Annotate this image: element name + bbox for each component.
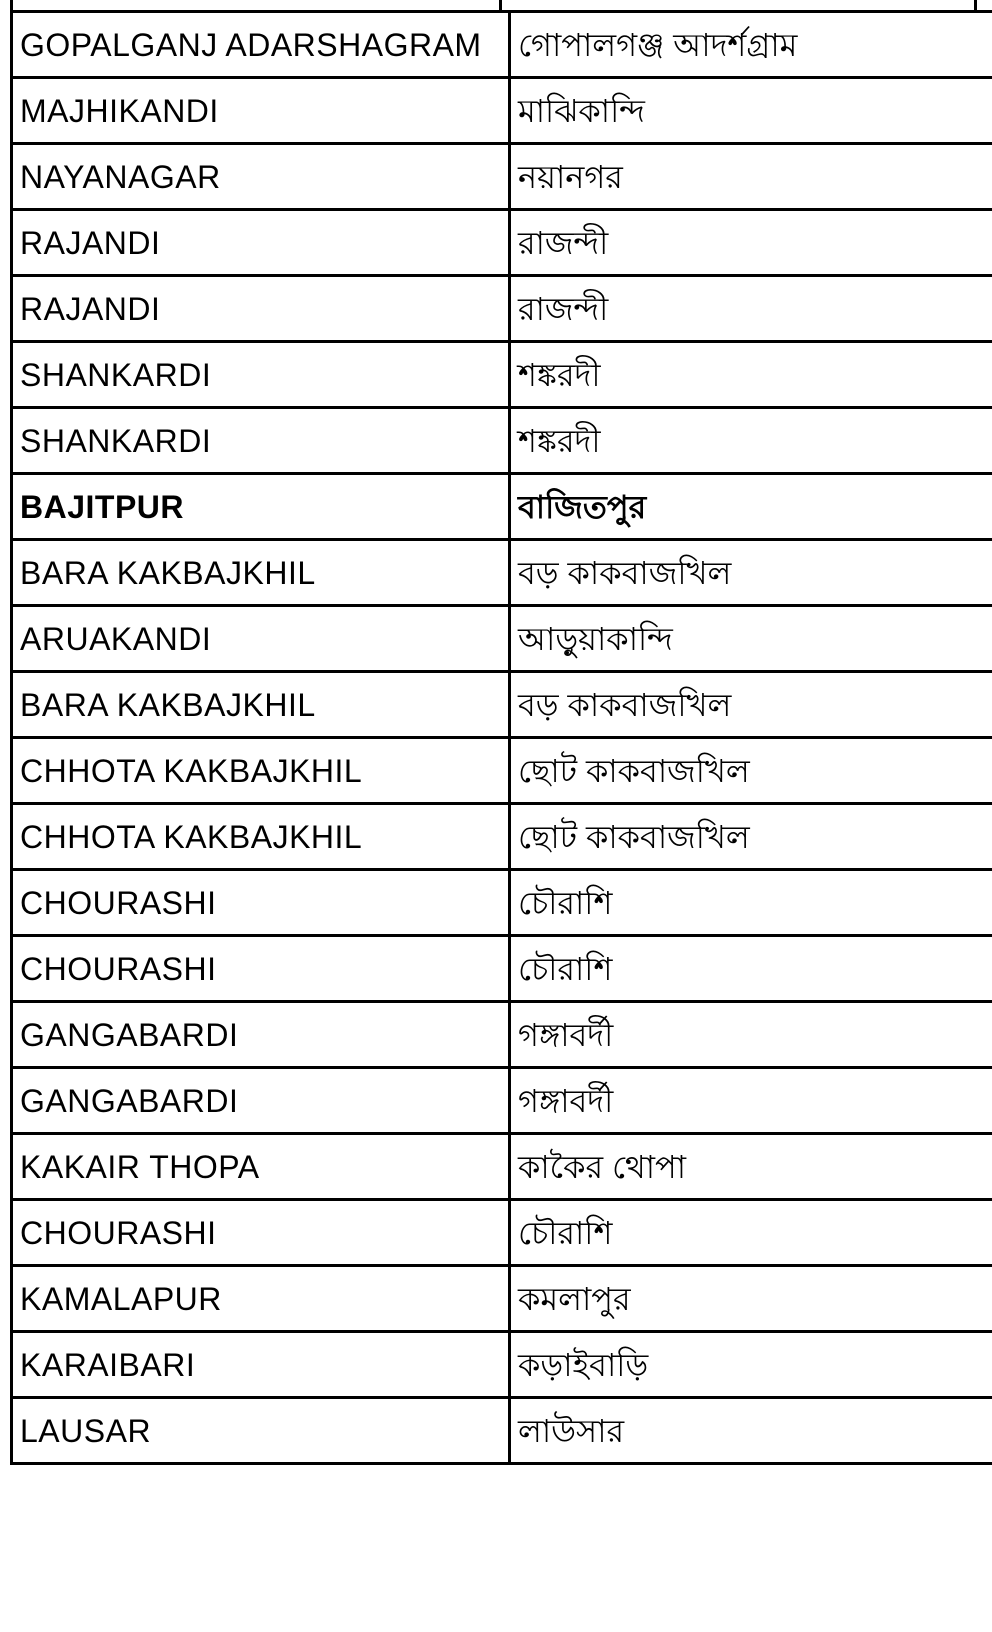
bengali-name-cell: ছোট কাকবাজখিল <box>510 738 992 804</box>
bengali-name-cell: বড় কাকবাজখিল <box>510 672 992 738</box>
english-name-cell: RAJANDI <box>12 276 510 342</box>
bengali-name-cell: বড় কাকবাজখিল <box>510 540 992 606</box>
english-name-cell: ARUAKANDI <box>12 606 510 672</box>
table-row <box>12 672 992 738</box>
bengali-name-cell: মাঝিকান্দি <box>510 78 992 144</box>
bengali-name-cell: নয়ানগর <box>510 144 992 210</box>
bengali-name-cell: শঙ্করদী <box>510 342 992 408</box>
bengali-name-cell: রাজন্দী <box>510 210 992 276</box>
bengali-name-cell: লাউসার <box>510 1398 992 1464</box>
bengali-name-cell: গঙ্গাবর্দী <box>510 1068 992 1134</box>
bengali-name-cell: বাজিতপুর <box>510 474 992 540</box>
english-name-cell: CHHOTA KAKBAJKHIL <box>12 804 510 870</box>
table-row <box>12 78 992 144</box>
table-row <box>12 210 992 276</box>
english-name-cell: CHOURASHI <box>12 1200 510 1266</box>
english-name-cell: BARA KAKBAJKHIL <box>12 540 510 606</box>
bengali-name-cell: আড়ুয়াকান্দি <box>510 606 992 672</box>
english-name-cell: CHHOTA KAKBAJKHIL <box>12 738 510 804</box>
english-name-cell: RAJANDI <box>12 210 510 276</box>
bengali-name-cell: কড়াইবাড়ি <box>510 1332 992 1398</box>
english-name-cell: CHOURASHI <box>12 870 510 936</box>
english-name-cell: GOPALGANJ ADARSHAGRAM <box>12 12 510 78</box>
table-row <box>12 1134 992 1200</box>
table-top-edge <box>10 0 977 10</box>
english-name-cell: KAKAIR THOPA <box>12 1134 510 1200</box>
english-name-cell: BAJITPUR <box>12 474 510 540</box>
table-row <box>12 870 992 936</box>
table-row <box>12 408 992 474</box>
table-row <box>12 1266 992 1332</box>
bengali-name-cell: কমলাপুর <box>510 1266 992 1332</box>
bengali-name-cell: চৌরাশি <box>510 870 992 936</box>
table-row <box>12 144 992 210</box>
bengali-name-cell: গোপালগঞ্জ আদর্শগ্রাম <box>510 12 992 78</box>
english-name-cell: KAMALAPUR <box>12 1266 510 1332</box>
bengali-name-cell: কাকৈর থোপা <box>510 1134 992 1200</box>
table-row <box>12 276 992 342</box>
english-name-cell: CHOURASHI <box>12 936 510 1002</box>
bengali-name-cell: শঙ্করদী <box>510 408 992 474</box>
bengali-name-cell: ছোট কাকবাজখিল <box>510 804 992 870</box>
table-row <box>12 342 992 408</box>
english-name-cell: NAYANAGAR <box>12 144 510 210</box>
table-row <box>12 1002 992 1068</box>
english-name-cell: SHANKARDI <box>12 342 510 408</box>
table-row <box>12 936 992 1002</box>
bengali-name-cell: চৌরাশি <box>510 936 992 1002</box>
english-name-cell: SHANKARDI <box>12 408 510 474</box>
english-name-cell: MAJHIKANDI <box>12 78 510 144</box>
table-body <box>12 12 992 1464</box>
english-name-cell: GANGABARDI <box>12 1002 510 1068</box>
bengali-name-cell: গঙ্গাবর্দী <box>510 1002 992 1068</box>
english-name-cell: LAUSAR <box>12 1398 510 1464</box>
english-name-cell: KARAIBARI <box>12 1332 510 1398</box>
table-row <box>12 1398 992 1464</box>
table-row <box>12 474 992 540</box>
table-row <box>12 540 992 606</box>
table-row <box>12 1200 992 1266</box>
english-name-cell: BARA KAKBAJKHIL <box>12 672 510 738</box>
table-row <box>12 804 992 870</box>
table-row <box>12 606 992 672</box>
bengali-name-cell: রাজন্দী <box>510 276 992 342</box>
village-names-table <box>10 10 992 1465</box>
bengali-name-cell: চৌরাশি <box>510 1200 992 1266</box>
table-row <box>12 1068 992 1134</box>
table-row <box>12 1332 992 1398</box>
english-name-cell: GANGABARDI <box>12 1068 510 1134</box>
table-row <box>12 738 992 804</box>
table-row <box>12 12 992 78</box>
